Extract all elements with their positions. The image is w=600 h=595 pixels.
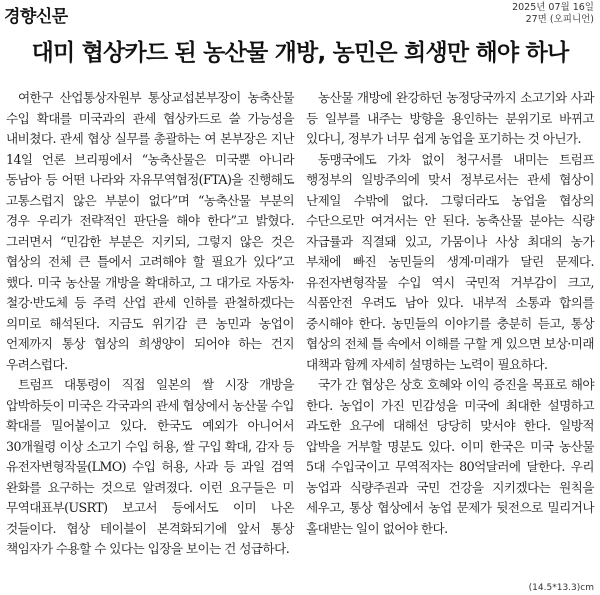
article-size-note: (14.5*13.3)cm bbox=[528, 583, 594, 593]
paragraph: 동맹국에도 가차 없이 청구서를 내미는 트럼프 행정부의 일방주의에 맞서 정부로서는 관세 협상이 난제일 수밖에 없다. 그렇더라도 농업을 협상의 수단으로만 여겨서는 안 된다. 농축산물 분야는 식량 자급률과 직결돼 있고, 가뭄이나 사상 최대의 농가 부채에 빠진 농민들의 생계·미래가 달린 문제다. 유전자변형작물 수입 역시 국민적 거부감이 크고, 식품안전 우려도 남아 있다. 내부적 소통과 합의를 중시해야 한다. 농민들의 이야기를 충분히 듣고, 통상 협상의 전체 틀 속에서 이해를 구할 게 있으면 보상·미래 대책과 함께 자세히 설명하는 노력이 필요하다. bbox=[306, 151, 594, 372]
newspaper-masthead: 경향신문 bbox=[4, 7, 68, 27]
issue-page: 27면 (오피니언) bbox=[525, 14, 594, 25]
article-body bbox=[6, 88, 594, 568]
paragraph: 트럼프 대통령이 직접 일본의 쌀 시장 개방을 압박하듯이 미국은 각국과의 관세 협상에서 농산물 수입 확대를 밀어붙이고 있다. 한국도 예외가 아니어서 30개월령 이상 소고기 수입 허용, 쌀 구입 확대, 감자 등 유전자변형작물(LMO) 수입 허용, 사과 등 과일 검역 완화를 요구하는 것으로 알려졌다. 이런 요구들은 미 무역대표부(USRT) 보고서 등에서도 이미 나온 것들이다. 협상 테이블이 본격화되기에 앞서 통상 책임자가 수용할 수 있다는 입장을 보이는 건 성급하다. bbox=[6, 377, 294, 556]
paragraph: 여한구 산업통상자원부 통상교섭본부장이 농축산물 수입 확대를 미국과의 관세 협상카드로 쓸 가능성을 내비쳤다. 관세 협상 실무를 총괄하는 여 본부장은 지난 14일 언론 브리핑에서 “농축산물은 미국뿐 아니라 동남아 등 어떤 나라와 자유무역협정(FTA)을 진행해도 고통스럽지 않은 부분이 없다”며 “농축산물 부분의 경우 우리가 전략적인 판단을 해야 한다”고 밝혔다. 그러면서 “민감한 부분은 지키되, 그렇지 않은 것은 협상의 전체 큰 틀에서 고려해야 할 필요가 있다”고 했다. 미국 농산물 개방을 확대하고, 그 대가로 자동차·철강·반도체 등 주력 산업 관세 인하를 관철하겠다는 의미로 해석된다. 지금도 위기감 큰 농민과 농업이 언제까지 통상 협상의 희생양이 되어야 하는 건지 우려스럽다. bbox=[6, 90, 294, 372]
issue-date: 2025년 07월 16일 bbox=[512, 2, 594, 13]
left-column bbox=[6, 88, 294, 568]
editorial-headline: 대미 협상카드 된 농산물 개방, 농민은 희생만 해야 하나 bbox=[31, 40, 569, 66]
paragraph: 농산물 개방에 완강하던 농정당국까지 소고기와 사과 등 일부를 내주는 방향을 용인하는 분위기로 바뀌고 있다니, 정부가 너무 쉽게 농업을 포기하는 것 아닌가. bbox=[306, 90, 594, 146]
right-column bbox=[306, 88, 594, 568]
issue-info bbox=[512, 2, 594, 26]
paragraph: 국가 간 협상은 상호 호혜와 이익 증진을 목표로 해야 한다. 농업이 가진 민감성을 미국에 최대한 설명하고 과도한 요구에 대해선 당당히 맞서야 한다. 일방적 압박을 거부할 명분도 있다. 이미 한국은 미국 농산물 5대 수입국이고 무역적자는 80억달러에 달한다. 우리 농업과 식량주권과 국민 건강을 지키겠다는 원칙을 세우고, 통상 협상에서 농업 문제가 뒷전으로 밀리거나 홀대받는 일이 없어야 한다. bbox=[306, 377, 594, 536]
